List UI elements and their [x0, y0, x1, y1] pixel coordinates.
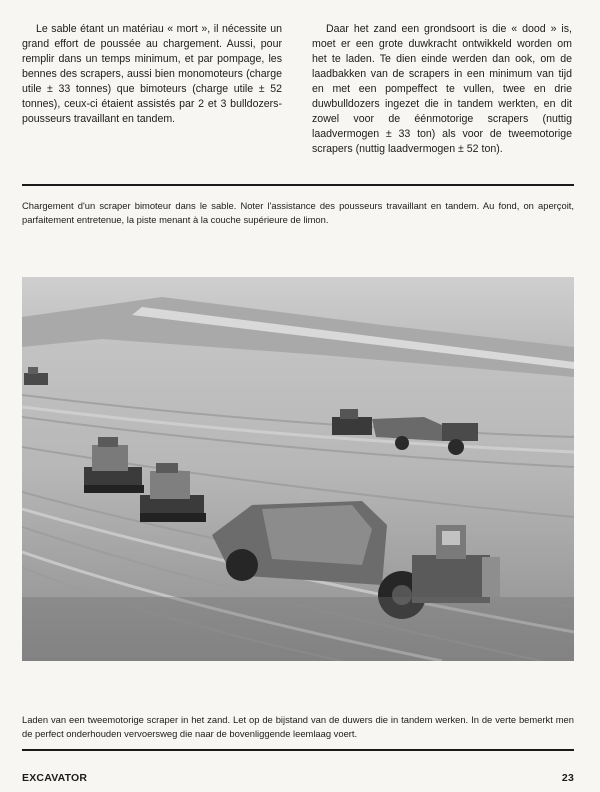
- french-caption: Chargement d'un scraper bimoteur dans le sable. Noter l'assistance des pousseurs travaillant en tandem. Au fond, on aperçoit, parfaitement entretenue, la piste menant à la couche supérieure de limon.: [22, 200, 574, 225]
- magazine-name: EXCAVATOR: [22, 772, 88, 784]
- photo-illustration: [22, 277, 574, 661]
- photograph: [22, 277, 574, 661]
- top-divider: [22, 184, 574, 186]
- dutch-paragraph: Daar het zand een grondsoort is die « dood » is, moet er een grote duwkracht ontwikkeld worden om het te laden. Te dien einde werden dan ook, om de laadbakken van de scrapers in een minimum van tijd en met een pompeffect te vullen, twee en drie duwbulldozers ingezet die in tandem werkten, en dit zowel voor de éénmotorige scrapers (nuttig laadvermogen ± 33 ton) als voor de tweemotorige scrapers (nuttig laadvermogen ± 52 ton).: [312, 23, 572, 155]
- page-number: 23: [561, 772, 574, 784]
- dutch-caption: Laden van een tweemotorige scraper in het zand. Let op de bijstand van de duwers die in tandem werken. In de verte bemerkt men de perfect onderhouden vervoersweg die naar de bovenliggende leemlaag voert.: [22, 714, 574, 739]
- french-text-column: [22, 22, 282, 127]
- dutch-text-column: [312, 22, 572, 157]
- bottom-divider: [22, 749, 574, 751]
- french-paragraph: Le sable étant un matériau « mort », il nécessite un grand effort de poussée au chargement. Aussi, pour remplir dans un temps minimum, et par pompage, les bennes des scrapers, aussi bien monomoteurs (charge utile ± 33 tonnes) que bimoteurs (charge utile ± 52 tonnes), ceux-ci étaient assistés par 2 et 3 bulldozers-pousseurs travaillant en tandem.: [22, 23, 282, 125]
